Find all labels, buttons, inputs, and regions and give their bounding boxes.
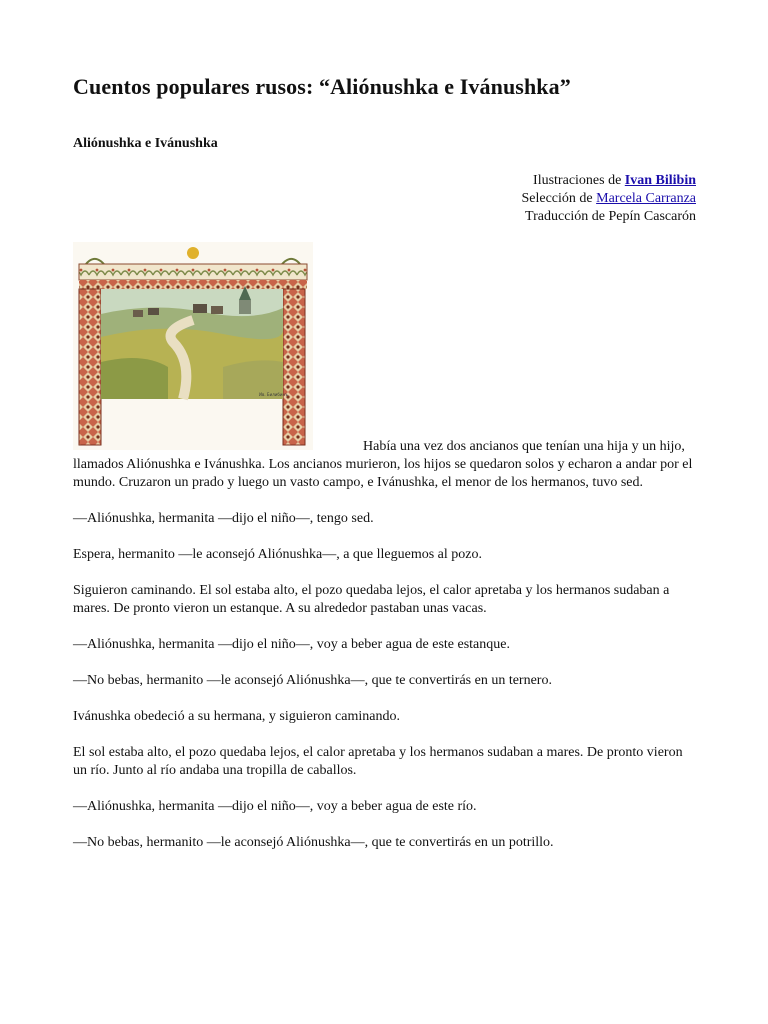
- selection-prefix: Selección de: [521, 191, 597, 206]
- bilibin-illustration: [73, 242, 313, 450]
- story-heading: Aliónushka e Ivánushka: [73, 136, 218, 151]
- story-paragraph: Había una vez dos ancianos que tenían una hija y un hijo, llamados Aliónushka e Ivánushka. Los ancianos murieron, los hijos se quedaron solos y echaron a andar por el mundo. Cruzaron un prado y luego un vasto campo, e Ivánushka, el menor de los hermanos, tuvo sed.: [73, 439, 693, 490]
- story-paragraph: —Aliónushka, hermanita —dijo el niño—, voy a beber agua de este estanque.: [73, 637, 510, 652]
- illustrator-link[interactable]: Ivan Bilibin: [624, 173, 696, 188]
- story-paragraph: Espera, hermanito —le aconsejó Aliónushka—, a que lleguemos al pozo.: [73, 547, 483, 562]
- story-paragraph: Ivánushka obedeció a su hermana, y siguieron caminando.: [73, 709, 400, 724]
- signature: Ив. Билибинъ: [259, 392, 288, 397]
- sun-ornament: [187, 247, 199, 259]
- story-paragraph: Siguieron caminando. El sol estaba alto, el pozo quedaba lejos, el calor apretaba y los hermanos sudaban a mares. De pronto vieron un estanque. A su alrededor pastaban unas vacas.: [73, 583, 670, 616]
- story-paragraph: —No bebas, hermanito —le aconsejó Aliónushka—, que te convertirás en un potrillo.: [73, 835, 554, 850]
- story-paragraph: —Aliónushka, hermanita —dijo el niño—, voy a beber agua de este río.: [73, 799, 477, 814]
- landscape-scene: [101, 286, 288, 399]
- story-body: [73, 438, 699, 870]
- story-paragraph: El sol estaba alto, el pozo quedaba lejos, el calor apretaba y los hermanos sudaban a mares. De pronto vieron un río. Junto al río andaba una tropilla de caballos.: [73, 745, 683, 778]
- page-title: Cuentos populares rusos: “Aliónushka e Ivánushka”: [73, 74, 571, 99]
- illustrations-prefix: Ilustraciones de: [533, 173, 625, 188]
- selector-link[interactable]: Marcela Carranza: [596, 191, 696, 206]
- illustrations-credit: [521, 172, 696, 190]
- story-paragraph: —No bebas, hermanito —le aconsejó Aliónushka—, que te convertirás en un ternero.: [73, 673, 552, 688]
- selection-credit: [521, 190, 696, 208]
- credits-block: [521, 172, 696, 226]
- story-paragraph: —Aliónushka, hermanita —dijo el niño—, tengo sed.: [73, 511, 374, 526]
- translation-credit: Traducción de Pepín Cascarón: [525, 209, 696, 224]
